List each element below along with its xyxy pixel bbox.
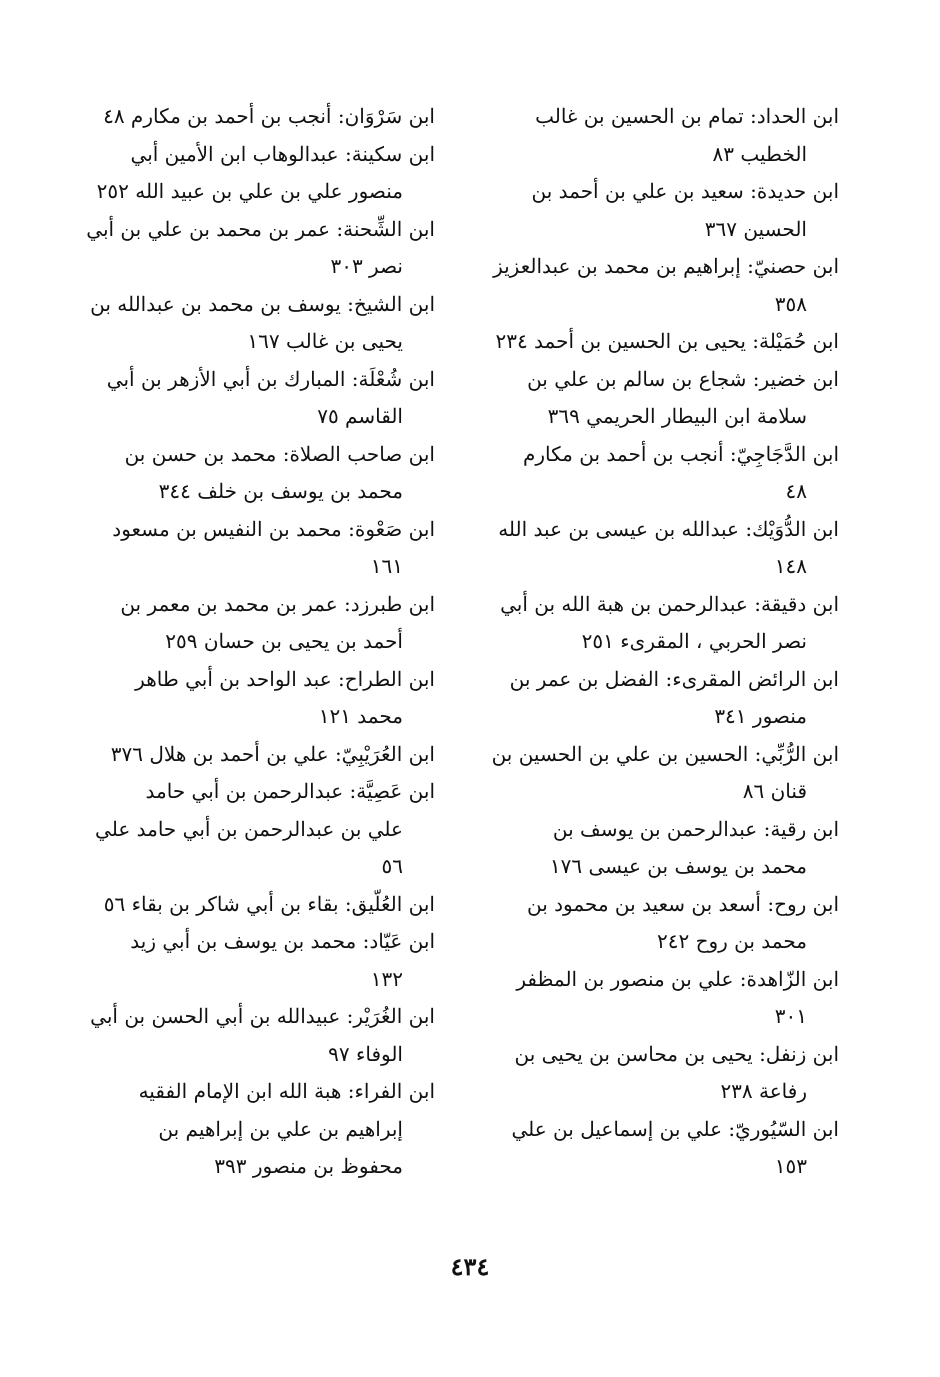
entry-continuation: ١٣٢	[370, 966, 403, 991]
left-column	[80, 98, 435, 1186]
index-entry	[80, 211, 435, 286]
entry-continuation: نصر الحربي ، المقرىء ٢٥١	[581, 629, 807, 653]
entry-continuation: سلامة ابن البيطار الحريمي ٣٦٩	[547, 404, 807, 428]
entry-continuation: منصور ٣٤١	[714, 704, 807, 728]
index-entry	[80, 736, 435, 774]
index-entry	[80, 923, 435, 998]
index-entry	[487, 661, 839, 736]
entry-line: ابن العُلّيق: بقاء بن أبي شاكر بن بقاء ٥٦	[103, 891, 435, 916]
entry-continuation: محمد بن يوسف بن عيسى ١٧٦	[549, 854, 807, 878]
index-entry	[80, 98, 435, 136]
entry-continuation: ١٦١	[370, 554, 403, 578]
entry-line: ابن دقيقة: عبدالرحمن بن هبة الله بن أبي	[500, 591, 839, 616]
entry-line: ابن سكينة: عبدالوهاب ابن الأمين أبي	[130, 141, 435, 166]
index-entry	[80, 286, 435, 361]
entry-continuation: محمد ١٢١	[318, 704, 403, 728]
entry-continuation: الحسين ٣٦٧	[704, 216, 807, 241]
entry-continuation: يحيى بن غالب ١٦٧	[247, 329, 403, 353]
entry-continuation: علي بن عبدالرحمن بن أبي حامد علي	[95, 816, 403, 841]
entry-continuation: محمد بن روح ٢٤٢	[656, 929, 807, 953]
index-entry	[80, 361, 435, 436]
index-entry	[487, 1036, 839, 1111]
entry-line: ابن الشيخ: يوسف بن محمد بن عبدالله بن	[90, 291, 435, 316]
entry-line: ابن الرُّبِّي: الحسين بن علي بن الحسين بن	[491, 741, 839, 766]
index-entry	[80, 136, 435, 211]
right-column	[487, 98, 839, 1186]
entry-continuation: أحمد بن يحيى بن حسان ٢٥٩	[165, 629, 403, 653]
index-entry	[487, 361, 839, 436]
entry-continuation: القاسم ٧٥	[317, 404, 403, 428]
index-entry	[80, 436, 435, 511]
entry-line: ابن الغُرَيْر: عبيدالله بن أبي الحسن بن أبي	[90, 1004, 435, 1028]
entry-line: ابن صاحب الصلاة: محمد بن حسن بن	[124, 441, 435, 466]
entry-line: ابن سَرْوَان: أنجب بن أحمد بن مكارم ٤٨	[103, 104, 435, 128]
entry-line: ابن حُمَيْلة: يحيى بن الحسين بن أحمد ٢٣٤	[495, 329, 839, 353]
entry-line: ابن خضير: شجاع بن سالم بن علي بن	[527, 366, 839, 391]
entry-line: ابن طبرزد: عمر بن محمد بن معمر بن	[120, 591, 435, 616]
entry-line: ابن الشِّحنة: عمر بن محمد بن علي بن أبي	[86, 216, 435, 241]
entry-line: ابن الطراح: عبد الواحد بن أبي طاهر	[135, 666, 435, 691]
entry-line: ابن صَعْوة: محمد بن النفيس بن مسعود	[112, 516, 435, 541]
index-entry	[487, 1111, 839, 1186]
entry-continuation: ٤٨	[785, 479, 807, 503]
entry-continuation: ٣٥٨	[774, 291, 807, 316]
entry-continuation: ١٤٨	[774, 554, 807, 578]
entry-line: ابن الفراء: هبة الله ابن الإمام الفقيه	[138, 1079, 435, 1103]
index-entry	[80, 661, 435, 736]
entry-continuation: الخطيب ٨٣	[712, 141, 807, 166]
entry-continuation: محفوظ بن منصور ٣٩٣	[214, 1154, 403, 1178]
entry-continuation: نصر ٣٠٣	[330, 254, 403, 278]
index-entry	[487, 886, 839, 961]
entry-line: ابن الزّاهدة: علي بن منصور بن المظفر	[516, 966, 839, 991]
index-entry	[487, 173, 839, 248]
entry-line: ابن الحداد: تمام بن الحسين بن غالب	[535, 104, 839, 128]
entry-line: ابن السّيُوريّ: علي بن إسماعيل بن علي	[511, 1116, 839, 1141]
entry-line: ابن الدُّوَيْك: عبدالله بن عيسى بن عبد الله	[498, 516, 839, 541]
index-entry	[487, 98, 839, 173]
entry-line: ابن حصنيّ: إبراهيم بن محمد بن عبدالعزيز	[493, 254, 839, 278]
entry-line: ابن روح: أسعد بن سعيد بن محمود بن	[526, 891, 839, 916]
page-number: ٤٣٤	[450, 1252, 490, 1281]
index-entry	[487, 811, 839, 886]
index-entry	[487, 323, 839, 361]
entry-continuation: محمد بن يوسف بن خلف ٣٤٤	[158, 479, 403, 503]
entry-line: ابن عَيّاد: محمد بن يوسف بن أبي زيد	[130, 929, 435, 953]
entry-line: ابن شُعْلَة: المبارك بن أبي الأزهر بن أبي	[106, 366, 435, 391]
index-entry	[487, 961, 839, 1036]
entry-continuation: الوفاء ٩٧	[328, 1041, 403, 1066]
entry-line: ابن عَصِيَّة: عبدالرحمن بن أبي حامد	[145, 779, 435, 803]
index-entry	[80, 511, 435, 586]
index-entry	[80, 1073, 435, 1186]
index-entry	[80, 998, 435, 1073]
index-entry	[487, 511, 839, 586]
entry-line: ابن الدَّجَاجِيّ: أنجب بن أحمد بن مكارم	[523, 441, 839, 466]
entry-line: ابن رقية: عبدالرحمن بن يوسف بن	[552, 816, 839, 841]
entry-continuation: قنان ٨٦	[742, 779, 807, 803]
index-entry	[80, 886, 435, 924]
index-entry	[80, 773, 435, 886]
entry-continuation: منصور علي بن علي بن عبيد الله ٢٥٢	[96, 179, 403, 203]
entry-continuation: ١٥٣	[774, 1154, 807, 1178]
entry-line: ابن العُرَيْبِيّ: علي بن أحمد بن هلال ٣٧٦	[110, 741, 435, 766]
index-entry	[487, 736, 839, 811]
entry-line: ابن الرائض المقرىء: الفضل بن عمر بن	[509, 666, 839, 691]
index-entry	[487, 586, 839, 661]
index-entry	[80, 586, 435, 661]
entry-continuation: ٥٦	[381, 854, 403, 878]
entry-continuation: ٣٠١	[774, 1004, 807, 1028]
entry-continuation: رفاعة ٢٣٨	[720, 1079, 807, 1103]
entry-continuation: إبراهيم بن علي بن إبراهيم بن	[158, 1116, 403, 1141]
entry-line: ابن حديدة: سعيد بن علي بن أحمد بن	[531, 179, 839, 203]
index-entry	[487, 248, 839, 323]
index-entry	[487, 436, 839, 511]
entry-line: ابن زنفل: يحيى بن محاسن بن يحيى بن	[514, 1041, 839, 1066]
